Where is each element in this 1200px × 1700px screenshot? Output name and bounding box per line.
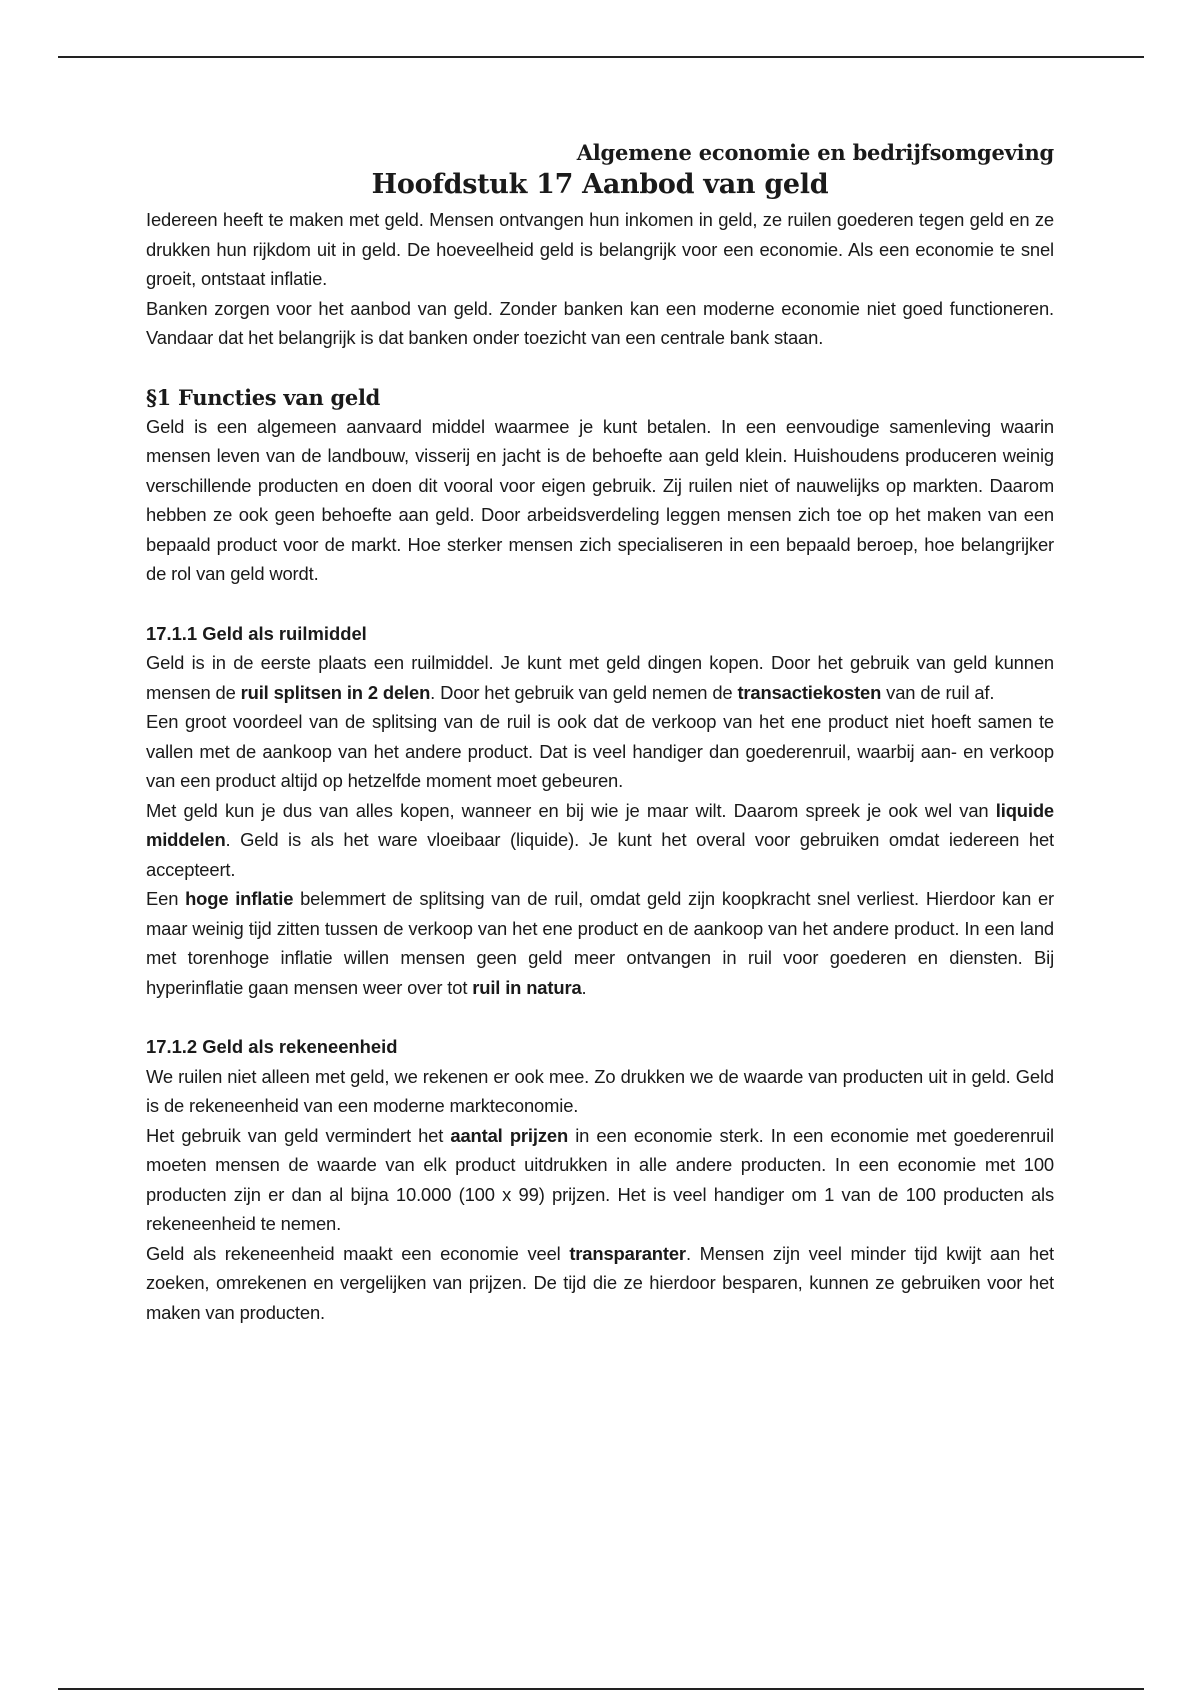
rekeneenheid-paragraph-2: Het gebruik van geld vermindert het aantal prijzen in een economie sterk. In een economie met goederenruil moeten mensen de waarde van elk product uitdrukken in alle andere producten. In een economie met 100 producten zijn er dan al bijna 10.000 (100 x 99) prijzen. Het is veel handiger om 1 van de 100 producten als rekeneenheid te nemen. bbox=[146, 1124, 1054, 1234]
intro-paragraph-2: Banken zorgen voor het aanbod van geld. Zonder banken kan een moderne economie niet goed functioneren. Vandaar dat het belangrijk is dat banken onder toezicht van een centrale bank staan. bbox=[146, 297, 1054, 348]
rekeneenheid-paragraph-3: Geld als rekeneenheid maakt een economie veel transparanter. Mensen zijn veel minder tijd kwijt aan het zoeken, omrekenen en vergelijken van prijzen. De tijd die ze hierdoor besparen, kunnen ze gebruiken voor het maken van producten. bbox=[146, 1242, 1054, 1323]
bold-term: transparanter bbox=[569, 1242, 686, 1264]
subsection-heading-rekeneenheid: 17.1.2 Geld als rekeneenheid bbox=[146, 1036, 398, 1057]
top-rule bbox=[58, 56, 1144, 58]
chapter-title: Hoofdstuk 17 Aanbod van geld bbox=[371, 169, 829, 200]
ruilmiddel-paragraph-1: Geld is in de eerste plaats een ruilmiddel. Je kunt met geld dingen kopen. Door het gebruik van geld kunnen mensen de ruil splitsen in 2 delen. Door het gebruik van geld nemen de transactiekosten van de ruil af. bbox=[146, 652, 1054, 703]
section-heading-functies: §1 Functies van geld bbox=[146, 384, 381, 410]
bold-term: aantal prijzen bbox=[450, 1124, 569, 1146]
subsection-heading-ruilmiddel: 17.1.1 Geld als ruilmiddel bbox=[146, 622, 367, 644]
ruilmiddel-paragraph-2: Een groot voordeel van de splitsing van de ruil is ook dat de verkoop van het ene product niet hoeft samen te vallen met de aankoop van het andere product. Dat is veel handiger dan goederenruil, waarbij aan- en verkoop van een product altijd op hetzelfde moment moet gebeuren. bbox=[146, 711, 1054, 791]
bold-term: ruil splitsen in 2 delen bbox=[240, 681, 431, 703]
bold-term: transactiekosten bbox=[737, 681, 882, 703]
document-body bbox=[146, 140, 1054, 1327]
bottom-rule bbox=[58, 1688, 1144, 1690]
bold-term: liquide middelen bbox=[146, 799, 1054, 850]
subject-title: Algemene economie en bedrijfsomgeving bbox=[576, 140, 1054, 165]
bold-term: hoge inflatie bbox=[185, 888, 294, 909]
bold-term: ruil in natura bbox=[472, 976, 582, 998]
ruilmiddel-paragraph-4: Een hoge inflatie belemmert de splitsing van de ruil, omdat geld zijn koopkracht snel verliest. Hierdoor kan er maar weinig tijd zitten tussen de verkoop van het ene product en de aankoop van het andere product. In een land met torenhoge inflatie willen mensen geen geld meer ontvangen in ruil voor goederen en diensten. Bij hyperinflatie gaan mensen weer over tot ruil in natura. bbox=[146, 888, 1055, 998]
rekeneenheid-paragraph-1: We ruilen niet alleen met geld, we rekenen er ook mee. Zo drukken we de waarde van producten uit in geld. Geld is de rekeneenheid van een moderne markteconomie. bbox=[146, 1065, 1054, 1116]
intro-paragraph-1: Iedereen heeft te maken met geld. Mensen ontvangen hun inkomen in geld, ze ruilen goederen tegen geld en ze drukken hun rijkdom uit in geld. De hoeveelheid geld is belangrijk voor een economie. Als een economie te snel groeit, ontstaat inflatie. bbox=[146, 209, 1054, 289]
section1-paragraph: Geld is een algemeen aanvaard middel waarmee je kunt betalen. In een eenvoudige samenleving waarin mensen leven van de landbouw, visserij en jacht is de behoefte aan geld klein. Huishoudens produceren weinig verschillende producten en doen dit vooral voor eigen gebruik. Zij ruilen niet of nauwelijks op markten. Daarom hebben ze ook geen behoefte aan geld. Door arbeidsverdeling leggen mensen zich toe op het maken van een bepaald product voor de markt. Hoe sterker mensen zich specialiseren in een bepaald beroep, hoe belangrijker de rol van geld wordt. bbox=[146, 415, 1054, 584]
ruilmiddel-paragraph-3: Met geld kun je dus van alles kopen, wanneer en bij wie je maar wilt. Daarom spreek je ook wel van liquide middelen. Geld is als het ware vloeibaar (liquide). Je kunt het overal voor gebruiken omdat iedereen het accepteert. bbox=[146, 799, 1054, 880]
